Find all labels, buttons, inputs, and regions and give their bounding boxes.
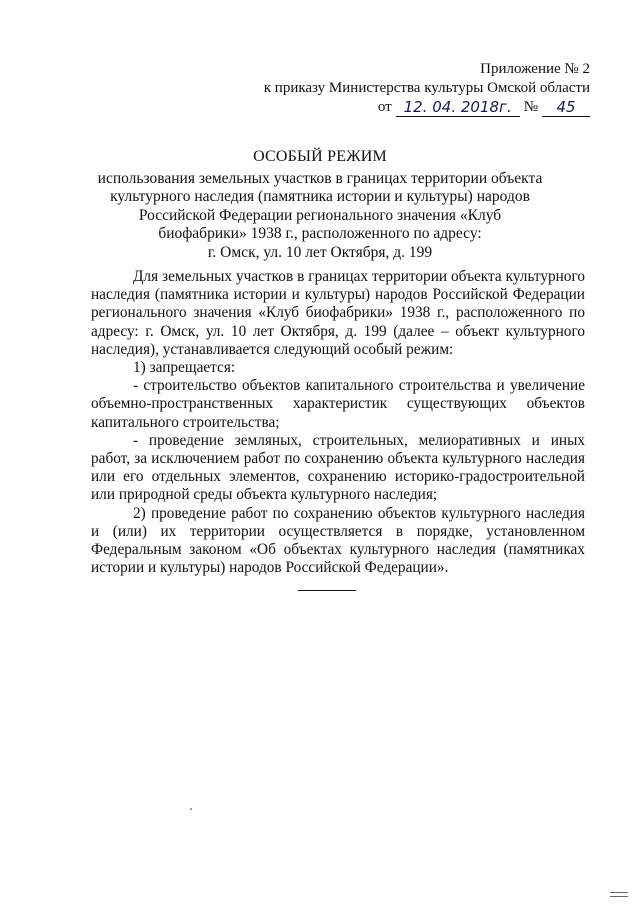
item-1-sub-construction: - строительство объектов капитального строительства и увеличение объемно-пространственных характеристик существующих объектов капитального строительства;: [91, 377, 585, 431]
scan-speck: [190, 808, 192, 810]
appendix-number: Приложение № 2: [480, 61, 590, 77]
item-2-preservation-works: 2) проведение работ по сохранению объектов культурного наследия и (или) их территории осуществляется в порядке, установленном Федеральным законом «Об объектах культурного наследия (памятниках истории и культуры) народов Российской Федерации».: [91, 504, 585, 577]
document-body: [91, 268, 585, 577]
number-prefix: №: [523, 99, 538, 115]
title-line: г. Омск, ул. 10 лет Октября, д. 199: [207, 243, 433, 261]
end-divider: [298, 590, 356, 591]
scan-corner-mark: [610, 892, 628, 897]
order-number-handwritten: 45: [542, 99, 590, 117]
title-line: использования земельных участков в границах территории объекта: [97, 169, 543, 187]
item-1-sub-earthworks: - проведение земляных, строительных, мелиоративных и иных работ, за исключением работ по сохранению объекта культурного наследия или его отдельных элементов, сохранению историко-градостроительной или природной среды объекта культурного наследия;: [91, 431, 585, 504]
document-title: [80, 148, 560, 262]
order-date-handwritten: 12. 04. 2018г.: [396, 99, 520, 117]
date-prefix: от: [377, 99, 392, 115]
item-1-prohibited: 1) запрещается:: [133, 359, 236, 377]
title-heading: ОСОБЫЙ РЕЖИМ: [253, 148, 387, 165]
intro-paragraph: Для земельных участков в границах территории объекта культурного наследия (памятника истории и культуры) народов Российской Федерации регионального значения «Клуб биофабрики» 1938 г., расположенного по адресу: г. Омск, ул. 10 лет Октября, д. 199 (далее – объект культурного наследия), устанавливается следующий особый режим:: [91, 268, 585, 358]
appendix-header: [264, 60, 590, 117]
title-line: Российской Федерации регионального значения «Клуб: [138, 206, 502, 224]
order-date-number-line: [378, 98, 590, 117]
title-line: биофабрики» 1938 г., расположенного по адресу:: [158, 225, 482, 242]
appendix-order-reference: к приказу Министерства культуры Омской области: [263, 80, 590, 96]
title-line: культурного наследия (памятника истории и культуры) народов: [110, 188, 530, 205]
